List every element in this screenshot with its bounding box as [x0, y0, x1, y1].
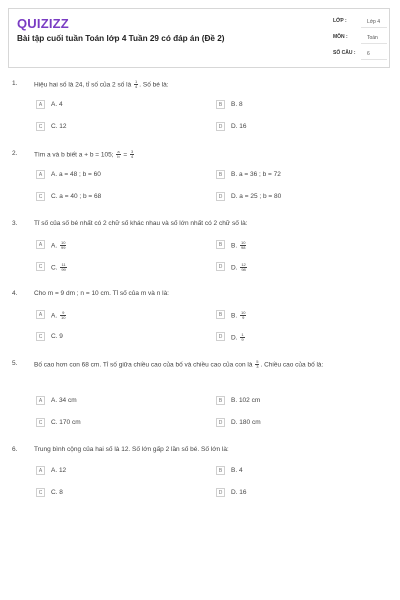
- answer-option-d[interactable]: [216, 122, 376, 132]
- option-text: B. $\frac{10}{98}$: [231, 240, 246, 251]
- option-text: A. 4: [51, 101, 63, 108]
- question-text: Hiệu hai số là 24, tỉ số của 2 số là $\frac{1}{4}$ . Số bé là:: [34, 79, 169, 90]
- option-text: C. 12: [51, 123, 67, 130]
- answer-option-b[interactable]: [216, 396, 376, 406]
- option-letter-box: B: [216, 310, 225, 319]
- option-text: B. 8: [231, 101, 243, 108]
- option-text: C. $\frac{11}{99}$: [51, 262, 66, 273]
- answer-option-c[interactable]: [36, 332, 196, 342]
- fraction-denominator: 98: [241, 267, 246, 273]
- meta-label: LỚP :: [333, 18, 347, 24]
- option-letter-box: D: [216, 418, 225, 427]
- option-text: C. 170 cm: [51, 419, 81, 426]
- option-text: A. $\frac{9}{10}$: [51, 310, 66, 321]
- fraction-denominator: 9: [242, 315, 245, 321]
- fraction-denominator: 4: [130, 154, 134, 160]
- fraction-numerator: 1: [135, 79, 138, 84]
- fraction: [60, 263, 66, 272]
- question-number: 6.: [12, 446, 18, 453]
- answer-option-b[interactable]: [216, 466, 376, 476]
- fraction-numerator: a: [117, 149, 120, 154]
- fraction-denominator: 3: [256, 364, 259, 370]
- option-letter-box: A: [36, 240, 45, 249]
- fraction: [240, 241, 246, 250]
- answer-option-c[interactable]: [36, 262, 196, 272]
- option-text: C. 8: [51, 489, 63, 496]
- fraction-numerator: 9: [60, 311, 66, 316]
- option-text: D. 16: [231, 123, 247, 130]
- fraction-numerator: 11: [61, 262, 66, 267]
- option-text: D. $\frac{1}{9}$: [231, 332, 244, 343]
- option-text: D. $\frac{12}{98}$: [231, 262, 246, 273]
- fraction: [240, 263, 246, 272]
- option-letter-box: C: [36, 418, 45, 427]
- option-letter-box: B: [216, 170, 225, 179]
- fraction-denominator: 99: [60, 245, 66, 251]
- meta-row-count: [333, 47, 387, 63]
- question-text: Cho m = 9 dm ; n = 10 cm. Tỉ số của m và n là:: [34, 290, 169, 297]
- answer-option-d[interactable]: [216, 418, 376, 428]
- meta-label: MÔN :: [333, 34, 348, 40]
- answer-option-b[interactable]: [216, 100, 376, 110]
- answer-option-c[interactable]: [36, 488, 196, 498]
- option-letter-box: A: [36, 170, 45, 179]
- option-letter-box: B: [216, 466, 225, 475]
- option-letter-box: C: [36, 262, 45, 271]
- worksheet-header: [8, 8, 390, 68]
- answer-option-a[interactable]: [36, 466, 196, 476]
- fraction-numerator: 12: [241, 262, 246, 267]
- option-letter-box: B: [216, 100, 225, 109]
- question-number: 3.: [12, 220, 18, 227]
- question-number: 5.: [12, 360, 18, 367]
- answer-option-c[interactable]: [36, 418, 196, 428]
- question-1: [12, 80, 384, 140]
- option-letter-box: D: [216, 192, 225, 201]
- option-letter-box: D: [216, 122, 225, 131]
- fraction-numerator: 5: [256, 359, 259, 364]
- meta-value: Toán: [361, 33, 387, 44]
- fraction: [60, 311, 66, 320]
- fraction: [116, 150, 120, 159]
- answer-option-d[interactable]: [216, 488, 376, 498]
- fraction-numerator: 10: [240, 310, 246, 315]
- option-text: B. a = 36 ; b = 72: [231, 171, 281, 178]
- answer-option-a[interactable]: [36, 396, 196, 406]
- question-text: Tỉ số của số bé nhất có 2 chữ số khác nhau và số lớn nhất có 2 chữ số là:: [34, 220, 248, 227]
- meta-row-subject: [333, 31, 387, 47]
- option-letter-box: D: [216, 332, 225, 341]
- fraction-numerator: 10: [240, 240, 246, 245]
- fraction-numerator: 1: [241, 332, 244, 337]
- option-text: D. 180 cm: [231, 419, 261, 426]
- question-2: [12, 150, 384, 210]
- question-6: [12, 446, 384, 506]
- answer-option-c[interactable]: [36, 122, 196, 132]
- option-letter-box: C: [36, 122, 45, 131]
- answer-option-b[interactable]: [216, 310, 376, 320]
- option-letter-box: A: [36, 310, 45, 319]
- answer-option-a[interactable]: [36, 310, 196, 320]
- fraction: [255, 360, 259, 369]
- option-text: A. 34 cm: [51, 397, 77, 404]
- fraction-denominator: 10: [60, 315, 66, 321]
- fraction-denominator: 98: [240, 245, 246, 251]
- option-text: B. $\frac{10}{9}$: [231, 310, 246, 321]
- question-text: Tìm a và b biết a + b = 105; $\frac{a}{b}$ = $\frac{3}{4}$: [34, 149, 134, 160]
- option-text: A. $\frac{10}{99}$: [51, 240, 66, 251]
- answer-option-c[interactable]: [36, 192, 196, 202]
- option-text: D. 16: [231, 489, 247, 496]
- fraction-denominator: b: [117, 154, 120, 160]
- fraction-denominator: 9: [241, 337, 244, 343]
- option-text: B. 4: [231, 467, 243, 474]
- meta-label: SỐ CÂU :: [333, 50, 356, 56]
- option-letter-box: A: [36, 396, 45, 405]
- option-letter-box: D: [216, 488, 225, 497]
- question-4: [12, 290, 384, 350]
- fraction-numerator: 10: [60, 240, 66, 245]
- meta-value: Lớp 4: [361, 17, 387, 28]
- question-number: 4.: [12, 290, 18, 297]
- question-number: 1.: [12, 80, 18, 87]
- answer-option-a[interactable]: [36, 170, 196, 180]
- quizizz-logo: QUIZIZZ: [17, 16, 69, 31]
- option-letter-box: D: [216, 262, 225, 271]
- answer-option-d[interactable]: [216, 192, 376, 202]
- fraction: [240, 311, 246, 320]
- option-letter-box: A: [36, 100, 45, 109]
- worksheet-title: Bài tập cuối tuần Toán lớp 4 Tuần 29 có đáp án (Đề 2): [17, 34, 225, 43]
- option-letter-box: C: [36, 488, 45, 497]
- fraction: [60, 241, 66, 250]
- question-text: Trung bình cộng của hai số là 12. Số lớn gấp 2 lần số bé. Số lớn là:: [34, 446, 229, 453]
- option-letter-box: C: [36, 192, 45, 201]
- fraction-denominator: 99: [61, 267, 66, 273]
- fraction: [130, 150, 134, 159]
- question-text: Bố cao hơn con 68 cm. Tỉ số giữa chiều cao của bố và chiều cao của con là $\frac{5}{3}$ . Chiều cao của bố là:: [34, 359, 324, 370]
- question-5: [12, 359, 384, 426]
- question-number: 2.: [12, 150, 18, 157]
- answer-option-b[interactable]: [216, 170, 376, 180]
- answer-option-a[interactable]: [36, 100, 196, 110]
- meta-row-class: [333, 15, 387, 31]
- option-text: A. a = 48 ; b = 60: [51, 171, 101, 178]
- option-letter-box: B: [216, 240, 225, 249]
- fraction: [134, 80, 138, 89]
- option-letter-box: A: [36, 466, 45, 475]
- answer-option-d[interactable]: [216, 332, 376, 342]
- option-text: C. a = 40 ; b = 68: [51, 193, 102, 200]
- option-letter-box: B: [216, 396, 225, 405]
- fraction: [240, 333, 244, 342]
- option-letter-box: C: [36, 332, 45, 341]
- option-text: B. 102 cm: [231, 397, 261, 404]
- fraction-denominator: 4: [135, 84, 138, 90]
- worksheet-meta: [333, 15, 387, 63]
- answer-option-d[interactable]: [216, 262, 376, 272]
- answer-option-b[interactable]: [216, 240, 376, 250]
- option-text: D. a = 25 ; b = 80: [231, 193, 282, 200]
- meta-value: 6: [361, 49, 387, 60]
- answer-option-a[interactable]: [36, 240, 196, 250]
- option-text: A. 12: [51, 467, 67, 474]
- fraction-numerator: 3: [130, 149, 134, 154]
- question-3: [12, 220, 384, 280]
- option-text: C. 9: [51, 333, 63, 340]
